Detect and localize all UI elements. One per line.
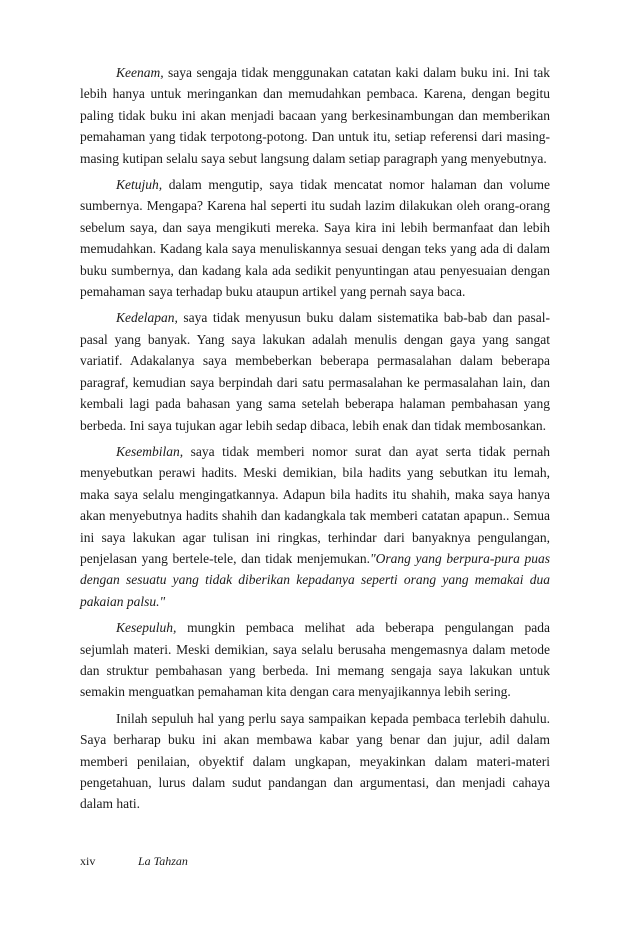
- paragraph-lead: Kesepuluh,: [116, 620, 177, 636]
- paragraph-keenam: [80, 62, 550, 169]
- running-title: La Tahzan: [138, 854, 188, 868]
- paragraph-lead: Keenam,: [116, 65, 164, 80]
- paragraph-text: saya sengaja tidak menggunakan catatan kaki dalam buku ini. Ini tak lebih hanya untuk meringankan dan memudahkan pembaca. Karena, dengan begitu paling tidak buku ini akan menjadi bacaan yang berkesinambungan dan memberikan pemahaman yang tidak terpotong-potong. Dan untuk itu, setiap referensi dari masing-masing kutipan selalu saya sebut langsung dalam setiap paragraph yang menyebutnya.: [80, 65, 550, 166]
- paragraph-text: saya tidak menyusun buku dalam sistematika bab-bab dan pasal-pasal yang banyak. Yang saya lakukan adalah menulis dengan gaya yang sangat variatif. Adakalanya saya membeberkan beberapa permasalahan dalam beberapa paragraf, kemudian saya berpindah dari satu permasalahan ke permasalahan lain, dan kembali lagi pada bahasan yang sama setelah beberapa halaman pembahasan yang berbeda. Ini saya tujukan agar lebih sedap dibaca, lebih enak dan tidak membosankan.: [80, 310, 550, 433]
- page-footer: [80, 854, 188, 869]
- paragraph-kesembilan: [80, 441, 550, 612]
- paragraph-lead: Kedelapan,: [116, 310, 178, 326]
- paragraph-ketujuh: [80, 174, 550, 302]
- paragraph-closing: [80, 708, 550, 815]
- paragraph-lead: Ketujuh,: [116, 177, 163, 193]
- body-text: [80, 62, 550, 815]
- paragraph-text: mungkin pembaca melihat ada beberapa pengulangan pada sejumlah materi. Meski demikian, saya selalu berusaha mengemasnya dalam metode dan struktur pembahasan yang berbeda. Ini memang sengaja saya lakukan untuk semakin menguatkan pemahaman kita dengan cara menyajikannya lebih sering.: [80, 620, 550, 700]
- paragraph-text: Inilah sepuluh hal yang perlu saya sampaikan kepada pembaca terlebih dahulu. Saya berharap buku ini akan membawa kabar yang benar dan jujur, adil dalam memberi penilaian, obyektif dalam ungkapan, meyakinkan dalam materi-materi pengetahuan, lurus dalam sudut pandangan dan argumentasi, dan menjadi cahaya dalam hati.: [80, 710, 550, 812]
- paragraph-kesepuluh: [80, 617, 550, 703]
- paragraph-kedelapan: [80, 307, 550, 435]
- paragraph-text: dalam mengutip, saya tidak mencatat nomor halaman dan volume sumbernya. Mengapa? Karena hal seperti itu sudah lazim dilakukan oleh orang-orang sebelum saya, dan saya mengikuti mereka. Saya kira ini lebih bermanfaat dan lebih memudahkan. Kadang kala saya menuliskannya sesuai dengan teks yang ada di dalam buku sumbernya, dan kadang kala ada sedikit penyuntingan atau penyesuaian dengan pemahaman saya terhadap buku ataupun artikel yang pernah saya baca.: [80, 177, 550, 300]
- paragraph-lead: Kesembilan,: [116, 443, 184, 459]
- page-number: xiv: [80, 854, 96, 868]
- paragraph-text: saya tidak memberi nomor surat dan ayat serta tidak pernah menyebutkan perawi hadits. Meski demikian, bila hadits yang sebutkan itu lemah, maka saya selalu mengingatkannya. Adapun bila hadits itu shahih, maka saya hanya akan menyebutnya hadits shahih dan kadangkala tak memberi catatan apapun.. Semua ini saya lakukan agar tulisan ini ringkas, terhindar dari banyaknya pengulangan, penjelasan yang bertele-tele, dan tidak menjemukan.: [80, 443, 550, 566]
- quoted-proverb: "Orang yang berpura-pura puas dengan sesuatu yang tidak diberikan kepadanya seperti orang yang memakai dua pakaian palsu.": [80, 550, 550, 609]
